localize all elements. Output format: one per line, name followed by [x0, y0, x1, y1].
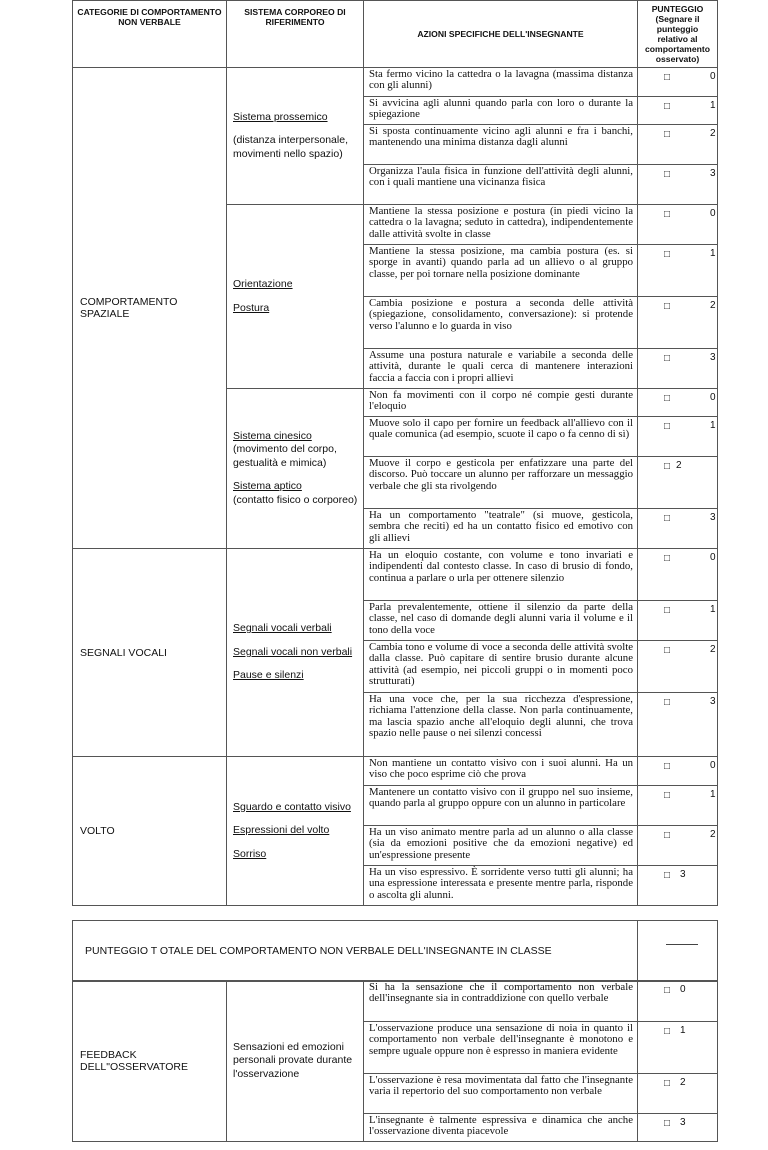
score-cell — [638, 205, 718, 245]
score-value: 3 — [710, 696, 716, 707]
system-feedback — [227, 981, 364, 1142]
action-text: Si sposta continuamente vicino agli alunni e fra i banchi, mantenendo una minima distanza dagli alunni — [364, 125, 638, 165]
score-value: 3 — [710, 512, 716, 523]
category-feedback: FEEDBACK DELL"OSSERVATORE — [73, 981, 227, 1142]
score-cell — [638, 1074, 718, 1114]
checkbox-icon[interactable]: □ — [664, 129, 671, 140]
score-value: 1 — [710, 100, 716, 111]
checkbox-icon[interactable]: □ — [664, 1026, 671, 1037]
score-value: 1 — [710, 789, 716, 800]
score-value: 1 — [680, 1025, 686, 1036]
table-row — [73, 981, 718, 1022]
action-text: L'insegnante è talmente espressiva e dinamica che anche l'osservazione diventa piacevole — [364, 1114, 638, 1142]
system-title: Orientazione — [233, 278, 293, 290]
score-value: 2 — [710, 644, 716, 655]
score-cell — [638, 1022, 718, 1074]
score-value: 3 — [680, 869, 686, 880]
action-text: Parla prevalentemente, ottiene il silenzio da parte della classe, nel caso di domande degli alunni varia il volume e il tono della voce — [364, 601, 638, 641]
system-title: Postura — [233, 301, 270, 314]
score-value: 2 — [680, 1077, 686, 1088]
action-text: L'osservazione produce una sensazione di noia in quanto il comportamento non verbale dell'insegnante è monotono e sempre uguale oppure non è espresso in maniera evidente — [364, 1022, 638, 1074]
system-title: Sistema cinesico — [233, 429, 312, 442]
table-row — [73, 757, 718, 786]
system-face — [227, 757, 364, 906]
category-vocal: SEGNALI VOCALI — [73, 549, 227, 757]
action-text: Cambia tono e volume di voce a seconda delle attività svolte dalla classe. Può capitare di sentire brusio durante alcune attività (ad esempio, nei piccoli gruppi o in momenti poco strutturati) — [364, 641, 638, 693]
score-value: 3 — [710, 168, 716, 179]
total-score-field[interactable] — [638, 921, 718, 982]
score-value: 2 — [676, 460, 682, 471]
checkbox-icon[interactable]: □ — [664, 1078, 671, 1089]
checkbox-icon[interactable]: □ — [664, 870, 671, 881]
score-value: 2 — [710, 300, 716, 311]
action-text: Organizza l'aula fisica in funzione dell'attività degli alunni, con i quali mantiene una vicinanza fisica — [364, 165, 638, 205]
score-value: 0 — [710, 760, 716, 771]
system-kinesic-haptic — [227, 389, 364, 549]
checkbox-icon[interactable]: □ — [664, 72, 671, 83]
score-cell — [638, 786, 718, 826]
system-title: Sorriso — [233, 847, 267, 860]
system-title: Sistema aptico — [233, 480, 302, 493]
score-value: 0 — [710, 208, 716, 219]
total-label: PUNTEGGIO T OTALE DEL COMPORTAMENTO NON VERBALE DELL'INSEGNANTE IN CLASSE — [73, 921, 638, 982]
action-text: Muove solo il capo per fornire un feedback all'allievo con il quale comunica (ad esempio, scuote il capo o fa cenno di sì) — [364, 417, 638, 457]
header-row — [73, 1, 718, 68]
checkbox-icon[interactable]: □ — [664, 461, 671, 472]
score-value: 1 — [710, 248, 716, 259]
score-cell — [638, 97, 718, 125]
total-score-table — [72, 920, 718, 982]
score-value: 3 — [710, 352, 716, 363]
action-text: L'osservazione è resa movimentata dal fatto che l'insegnante varia il repertorio del suo comportamento non verbale — [364, 1074, 638, 1114]
observer-feedback-table — [72, 980, 718, 1142]
score-cell — [638, 165, 718, 205]
checkbox-icon[interactable]: □ — [664, 101, 671, 112]
score-cell — [638, 866, 718, 906]
system-vocal — [227, 549, 364, 757]
system-proxemic — [227, 68, 364, 205]
score-cell — [638, 549, 718, 601]
checkbox-icon[interactable]: □ — [664, 353, 671, 364]
header-categories: CATEGORIE DI COMPORTAMENTO NON VERBALE — [73, 1, 227, 68]
action-text: Ha un viso animato mentre parla ad un alunno o alla classe (sia da emozioni positive che da emozioni negative) ed un'espressione presente — [364, 826, 638, 866]
score-value: 2 — [710, 829, 716, 840]
score-cell — [638, 981, 718, 1022]
system-title: Pause e silenzi — [233, 669, 304, 682]
table-row — [73, 549, 718, 601]
action-text: Muove il corpo e gesticola per enfatizzare una parte del discorso. Può toccare un alunno per rafforzare un messaggio verbale che gli sta rivolgendo — [364, 457, 638, 509]
score-cell — [638, 757, 718, 786]
checkbox-icon[interactable]: □ — [664, 393, 671, 404]
score-cell — [638, 349, 718, 389]
score-value: 1 — [710, 604, 716, 615]
score-cell — [638, 297, 718, 349]
system-title: Sistema prossemico — [233, 110, 328, 123]
checkbox-icon[interactable]: □ — [664, 169, 671, 180]
checkbox-icon[interactable]: □ — [664, 421, 671, 432]
score-cell — [638, 245, 718, 297]
total-row — [73, 921, 718, 982]
system-description: (movimento del corpo, gestualità e mimica) — [233, 443, 337, 469]
checkbox-icon[interactable]: □ — [664, 553, 671, 564]
action-text: Assume una postura naturale e variabile a seconda delle attività, durante le quali cerca di mantenere interazioni faccia a faccia con i propri allievi — [364, 349, 638, 389]
checkbox-icon[interactable]: □ — [664, 513, 671, 524]
score-cell — [638, 826, 718, 866]
score-cell — [638, 693, 718, 757]
action-text: Mantiene la stessa posizione e postura (in piedi vicino la cattedra o la lavagna; seduto in cattedra), indipendentemente dalle attività svolte in classe — [364, 205, 638, 245]
observation-grid-table — [72, 0, 718, 906]
total-blank-line — [666, 944, 698, 945]
action-text: Si avvicina agli alunni quando parla con loro o durante la spiegazione — [364, 97, 638, 125]
checkbox-icon[interactable]: □ — [664, 697, 671, 708]
checkbox-icon[interactable]: □ — [664, 985, 671, 996]
action-text: Ha un viso espressivo. È sorridente verso tutti gli alunni; ha una espressione interessata e presente mentre parla, risponde o ascolta gli alunni. — [364, 866, 638, 906]
action-text: Mantenere un contatto visivo con il gruppo nel suo insieme, quando parla al gruppo oppure con un alunno in particolare — [364, 786, 638, 826]
action-text: Cambia posizione e postura a seconda delle attività (spiegazione, consolidamento, conversazione): si protende verso l'alunno e lo guarda in viso — [364, 297, 638, 349]
action-text: Mantiene la stessa posizione, ma cambia postura (es. si sporge in avanti) quando parla ad un allievo o al gruppo classe, per poi tornare nella posizione dominante — [364, 245, 638, 297]
checkbox-icon[interactable]: □ — [664, 209, 671, 220]
action-text: Ha un comportamento "teatrale" (si muove, gesticola, sembra che reciti) ed ha un contatto fisico ed emotivo con gli allievi — [364, 509, 638, 549]
system-description: (distanza interpersonale, movimenti nello spazio) — [233, 134, 348, 160]
checkbox-icon[interactable]: □ — [664, 301, 671, 312]
score-cell — [638, 509, 718, 549]
system-title: Espressioni del volto — [233, 824, 330, 837]
category-spatial: COMPORTAMENTO SPAZIALE — [73, 68, 227, 549]
score-value: 0 — [710, 552, 716, 563]
action-text: Ha un eloquio costante, con volume e tono invariati e indipendenti dal contesto classe. In caso di brusio di fondo, continua a parlare o urla per ottenere silenzio — [364, 549, 638, 601]
checkbox-icon[interactable]: □ — [664, 790, 671, 801]
checkbox-icon[interactable]: □ — [664, 830, 671, 841]
system-title: Segnali vocali non verbali — [233, 645, 353, 658]
score-value: 0 — [680, 984, 686, 995]
table-row — [73, 68, 718, 97]
score-cell — [638, 601, 718, 641]
system-description: (contatto fisico o corporeo) — [233, 493, 358, 506]
score-cell — [638, 457, 718, 509]
score-value: 0 — [710, 392, 716, 403]
score-value: 0 — [710, 71, 716, 82]
score-cell — [638, 68, 718, 97]
header-score: PUNTEGGIO (Segnare il punteggio relativo al comportamento osservato) — [638, 1, 718, 68]
action-text: Sta fermo vicino la cattedra o la lavagna (massima distanza con gli alunni) — [364, 68, 638, 97]
score-value: 1 — [710, 420, 716, 431]
score-cell — [638, 1114, 718, 1142]
action-text: Non mantiene un contatto visivo con i suoi alunni. Ha un viso che poco esprime ciò che prova — [364, 757, 638, 786]
score-value: 2 — [710, 128, 716, 139]
system-title: Sguardo e contatto visivo — [233, 800, 351, 813]
checkbox-icon[interactable]: □ — [664, 249, 671, 260]
checkbox-icon[interactable]: □ — [664, 1118, 671, 1129]
action-text: Si ha la sensazione che il comportamento non verbale dell'insegnante sia in contraddizione con quello verbale — [364, 981, 638, 1022]
category-face: VOLTO — [73, 757, 227, 906]
header-teacher-actions: AZIONI SPECIFICHE DELL'INSEGNANTE — [364, 1, 638, 68]
system-orientation-posture — [227, 205, 364, 389]
checkbox-icon[interactable]: □ — [664, 605, 671, 616]
score-value: 3 — [680, 1117, 686, 1128]
score-cell — [638, 641, 718, 693]
header-body-system: SISTEMA CORPOREO DI RIFERIMENTO — [227, 1, 364, 68]
score-cell — [638, 389, 718, 417]
action-text: Ha una voce che, per la sua ricchezza d'espressione, richiama l'attenzione della classe. Non parla continuamente, ma lascia spazio anche all'eloquio degli alunni, che trova spazio nelle pause o nei silenzi concessi — [364, 693, 638, 757]
checkbox-icon[interactable]: □ — [664, 645, 671, 656]
score-cell — [638, 125, 718, 165]
action-text: Non fa movimenti con il corpo né compie gesti durante l'eloquio — [364, 389, 638, 417]
system-title: Segnali vocali verbali — [233, 622, 332, 635]
system-description: Sensazioni ed emozioni personali provate durante l'osservazione — [233, 1040, 353, 1080]
checkbox-icon[interactable]: □ — [664, 761, 671, 772]
score-cell — [638, 417, 718, 457]
